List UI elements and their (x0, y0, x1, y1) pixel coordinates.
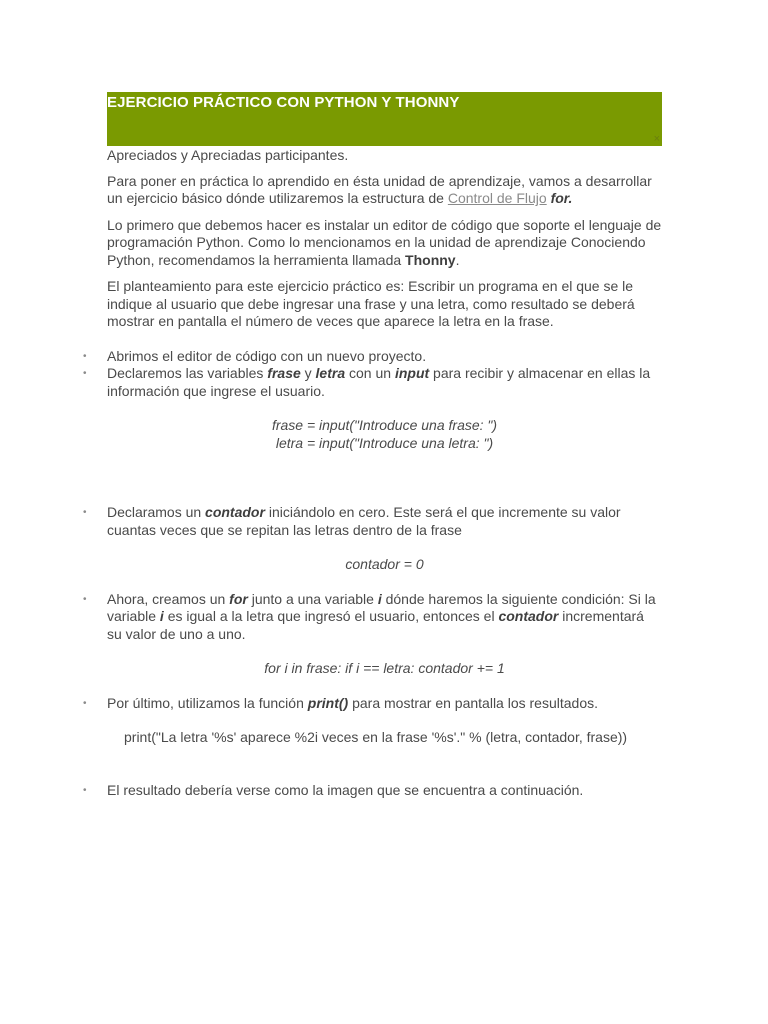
step-5-text-b: para mostrar en pantalla los resultados. (348, 694, 599, 711)
i-keyword: i (377, 590, 382, 607)
steps-list (83, 504, 662, 539)
list-item (83, 694, 662, 713)
code-block-print: print("La letra '%s' aparece %2i veces en la frase '%s'." % (letra, contador, frase)) (124, 729, 628, 745)
step-1-text: Abrimos el editor de código con un nuevo proyecto. (107, 347, 427, 364)
title-banner (107, 92, 662, 146)
for-keyword: for (229, 590, 248, 607)
step-2-text-b: y (300, 365, 316, 381)
bullet-icon: • (83, 784, 87, 796)
input-keyword: input (394, 365, 430, 381)
steps-list (83, 347, 662, 401)
intro-paragraph-2 (107, 217, 662, 270)
code-block-contador: contador = 0 (345, 556, 424, 572)
step-2-text-d: para recibir y almacenar en ellas la información que ingrese el usuario. (107, 365, 651, 399)
step-3-text-b: iniciándolo en cero. Este será el que incremente su valor cuantas veces que se repitan las letras dentro de la frase (107, 504, 621, 538)
list-item (83, 347, 662, 366)
code-line-letra: letra = input("Introduce una letra: ") (275, 434, 494, 451)
code-block-inputs (107, 417, 662, 452)
intro-p1-text: Para poner en práctica lo aprendido en ésta unidad de aprendizaje, vamos a desarrollar un ejercicio básico dónde utilizaremos la estructura de (107, 172, 652, 206)
steps-list (83, 781, 662, 800)
code-block-for: for i in frase: if i == letra: contador += 1 (264, 660, 505, 676)
print-keyword: print() (307, 694, 349, 711)
step-6-text: El resultado debería verse como la imagen que se encuentra a continuación. (107, 781, 584, 798)
control-de-flujo-link[interactable]: Control de Flujo (447, 190, 547, 206)
steps-list (83, 694, 662, 713)
letra-keyword: letra (315, 365, 346, 381)
step-4-text-b: junto a una variable (247, 590, 378, 607)
intro-p2-text: Lo primero que debemos hacer es instalar un editor de código que soporte el lenguaje de programación Python. Como lo mencionamos en la unidad de aprendizaje Conociendo Python, recomendamos la herramienta llamada (107, 216, 662, 268)
bullet-icon: • (83, 593, 87, 605)
bullet-icon: • (83, 350, 87, 362)
i-keyword: i (159, 608, 164, 624)
step-5-text-a: Por último, utilizamos la función (107, 694, 308, 711)
intro-paragraph-3: El planteamiento para este ejercicio práctico es: Escribir un programa en el que se le indique al usuario que debe ingresar una frase y una letra, como resultado se deberá mostrar en pantalla el número de veces que aparece la letra en la frase. (107, 278, 635, 329)
list-item (83, 504, 662, 539)
intro-p2-end: . (455, 251, 460, 268)
contador-keyword: contador (205, 504, 265, 520)
close-icon[interactable]: × (653, 133, 660, 145)
list-item (83, 590, 662, 644)
frase-keyword: frase (267, 365, 301, 381)
bullet-icon: • (83, 368, 87, 379)
greeting: Apreciados y Apreciadas participantes. (107, 147, 349, 163)
list-item (83, 365, 662, 400)
bullet-icon: • (83, 507, 87, 518)
page-title: EJERCICIO PRÁCTICO CON PYTHON Y THONNY (107, 94, 460, 111)
step-2-text-a: Declaremos las variables (107, 365, 268, 381)
step-3-text-a: Declaramos un (107, 504, 206, 520)
steps-list (83, 590, 662, 644)
thonny-name: Thonny (405, 251, 456, 268)
step-4-text-c: dónde haremos la siguiente condición: Si la variable (107, 590, 656, 624)
contador-keyword: contador (498, 608, 559, 624)
intro-paragraph-1 (107, 173, 662, 208)
list-item (83, 781, 662, 800)
step-4-text-e: incrementará su valor de uno a uno. (107, 608, 644, 642)
step-4-text-a: Ahora, creamos un (107, 590, 230, 607)
step-4-text-d: es igual a la letra que ingresó el usuario, entonces el (163, 608, 499, 624)
code-line-frase: frase = input("Introduce una frase: ") (271, 417, 498, 433)
for-keyword: for. (550, 190, 573, 206)
article (83, 92, 662, 799)
step-2-text-c: con un (345, 365, 395, 381)
bullet-icon: • (83, 697, 87, 709)
